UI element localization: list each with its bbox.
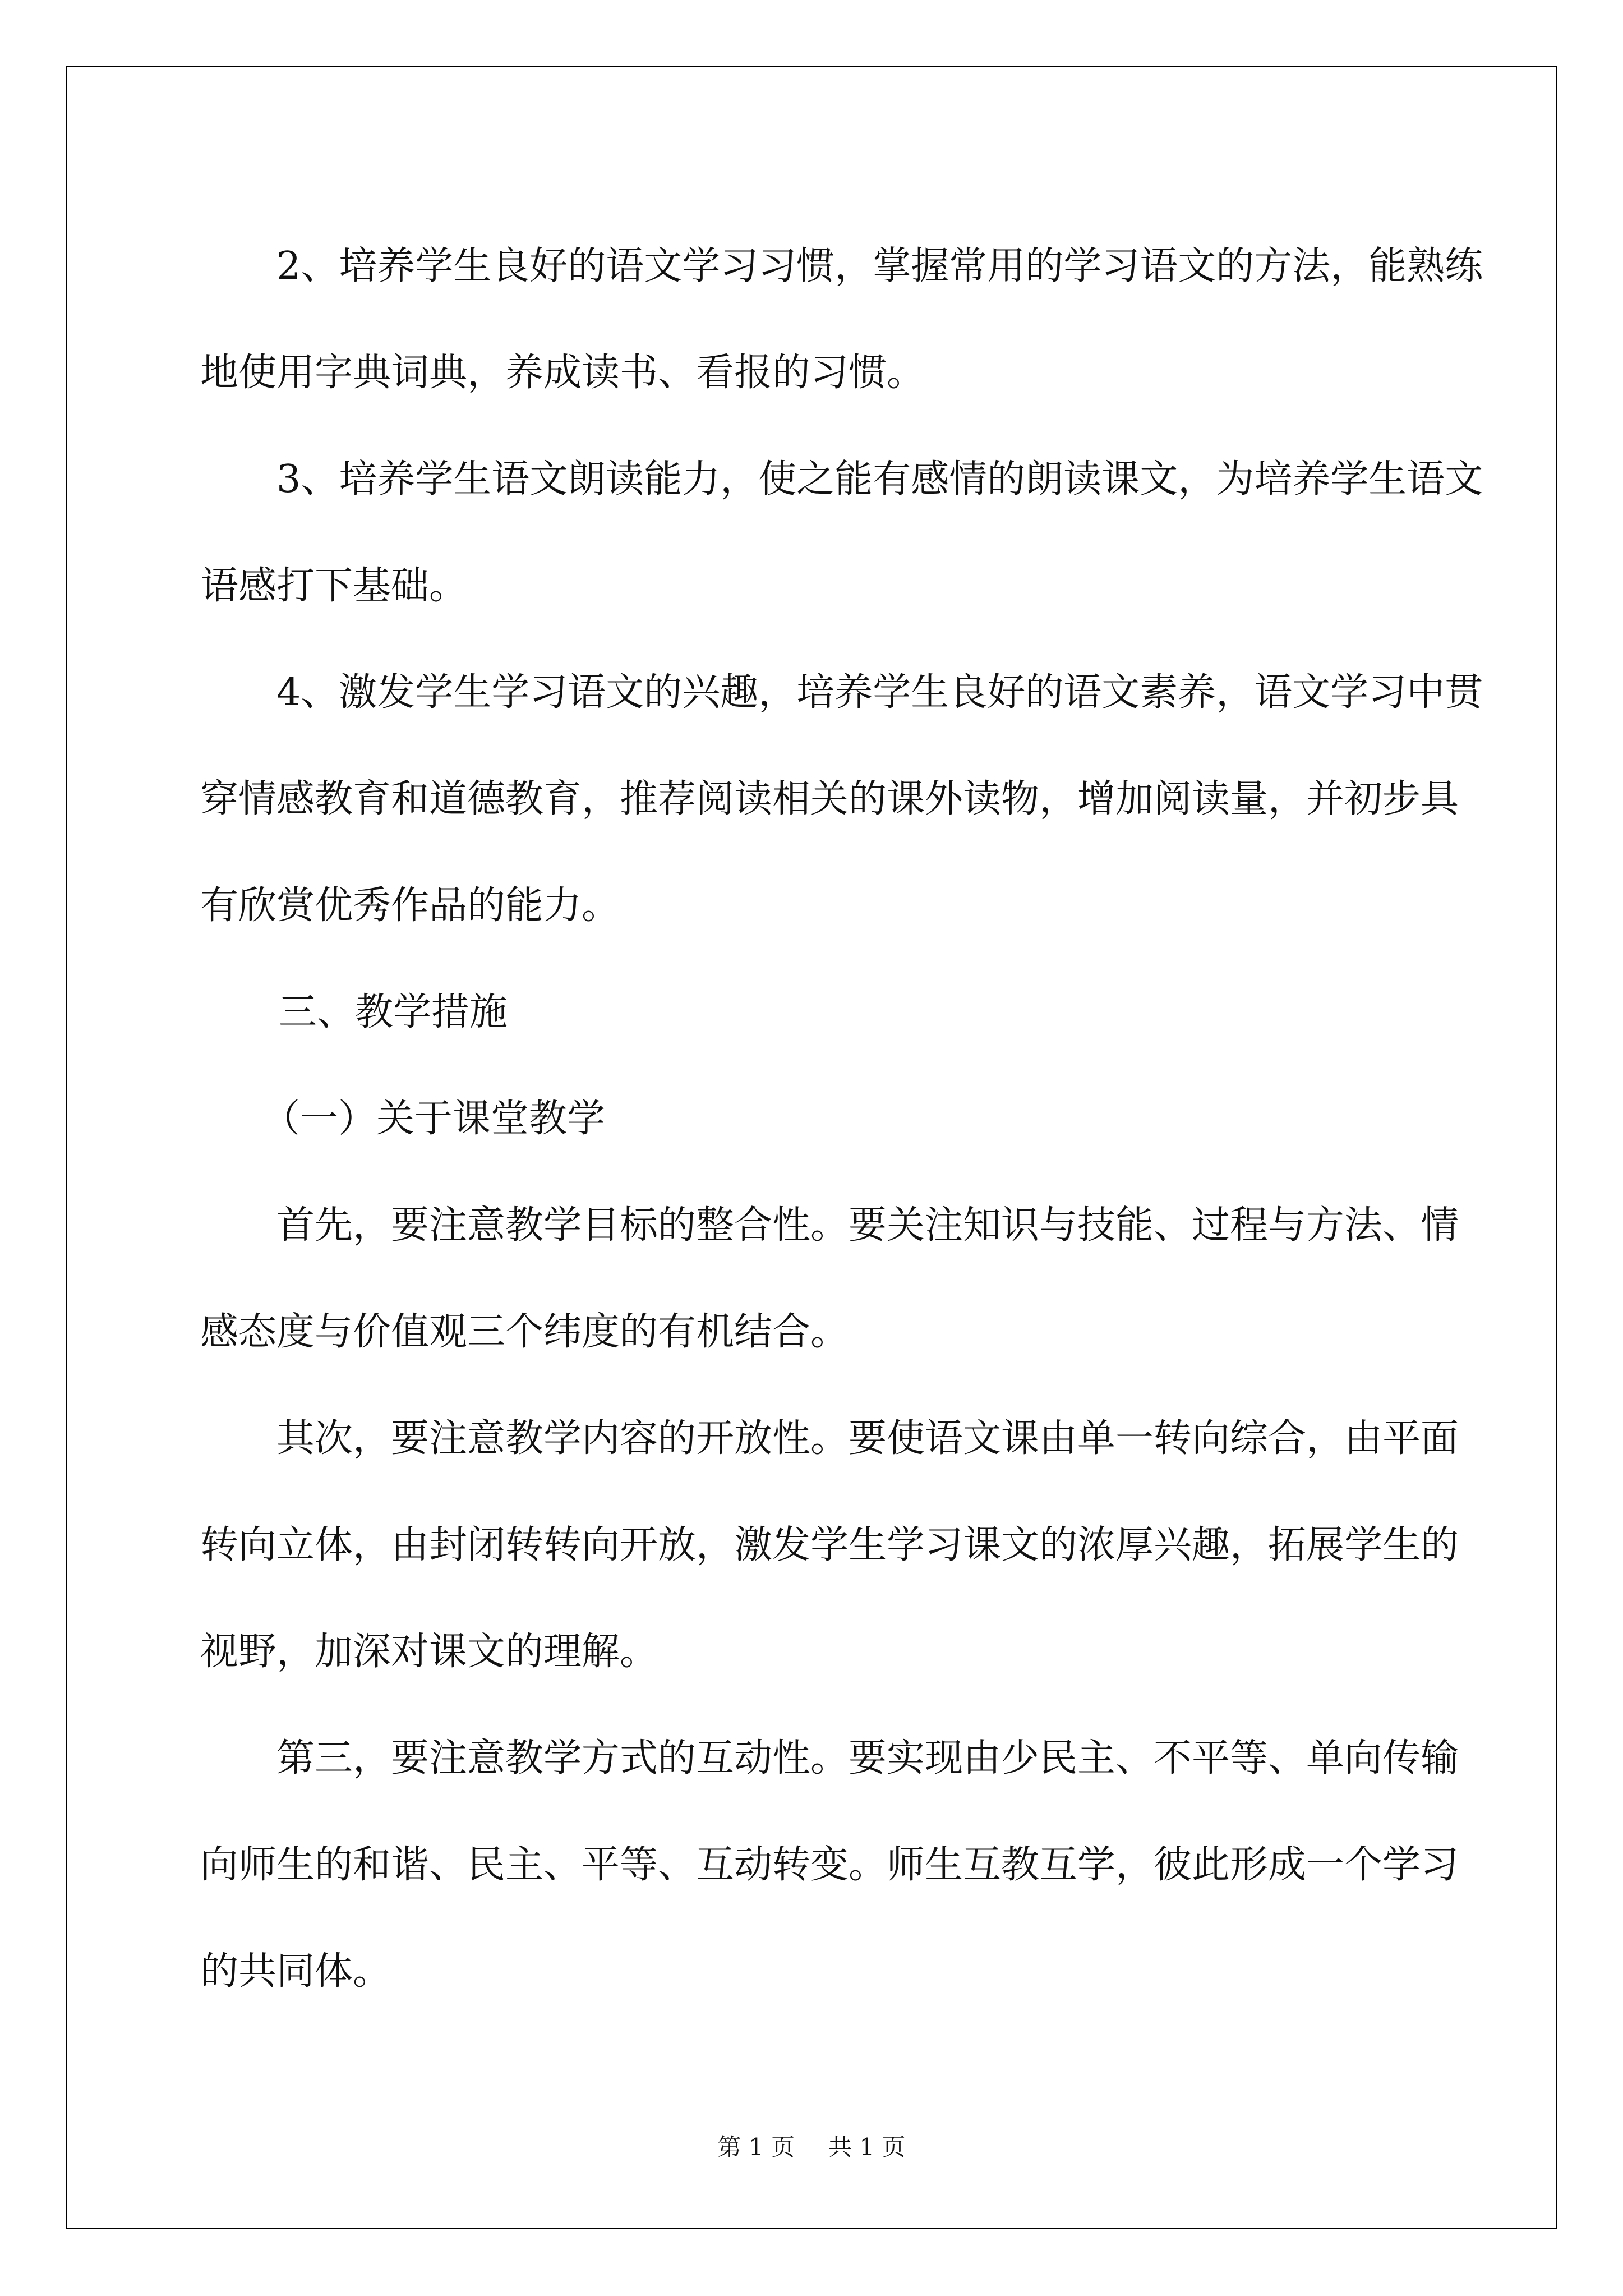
paragraph-third: 第三，要注意教学方式的互动性。要实现由少民主、不平等、单向传输向师生的和谐、民主、平等、互动转变。师生互教互学，彼此形成一个学习的共同体。 — [200, 1736, 1459, 1994]
subsection-heading: （一）关于课堂教学 — [262, 1097, 606, 1141]
page-total: 共 1 页 — [828, 2133, 906, 2161]
section-heading: 三、教学措施 — [279, 990, 508, 1034]
paragraph-first: 首先，要注意教学目标的整合性。要关注知识与技能、过程与方法、情感态度与价值观三个纬度的有机结合。 — [200, 1203, 1459, 1354]
paragraph-goal-2: 2、培养学生良好的语文学习习惯，掌握常用的学习语文的方法，能熟练地使用字典词典，养成读书、看报的习惯。 — [200, 244, 1483, 395]
page-footer — [0, 2129, 1623, 2162]
page-number: 第 1 页 — [717, 2133, 795, 2161]
document-body — [200, 213, 1490, 2025]
paragraph-goal-3: 3、培养学生语文朗读能力，使之能有感情的朗读课文，为培养学生语文语感打下基础。 — [200, 457, 1483, 608]
paragraph-second: 其次，要注意教学内容的开放性。要使语文课由单一转向综合，由平面转向立体，由封闭转转向开放，激发学生学习课文的浓厚兴趣，拓展学生的视野，加深对课文的理解。 — [200, 1416, 1459, 1674]
paragraph-goal-4: 4、激发学生学习语文的兴趣，培养学生良好的语文素养，语文学习中贯穿情感教育和道德教育，推荐阅读相关的课外读物，增加阅读量，并初步具有欣赏优秀作品的能力。 — [200, 670, 1483, 928]
